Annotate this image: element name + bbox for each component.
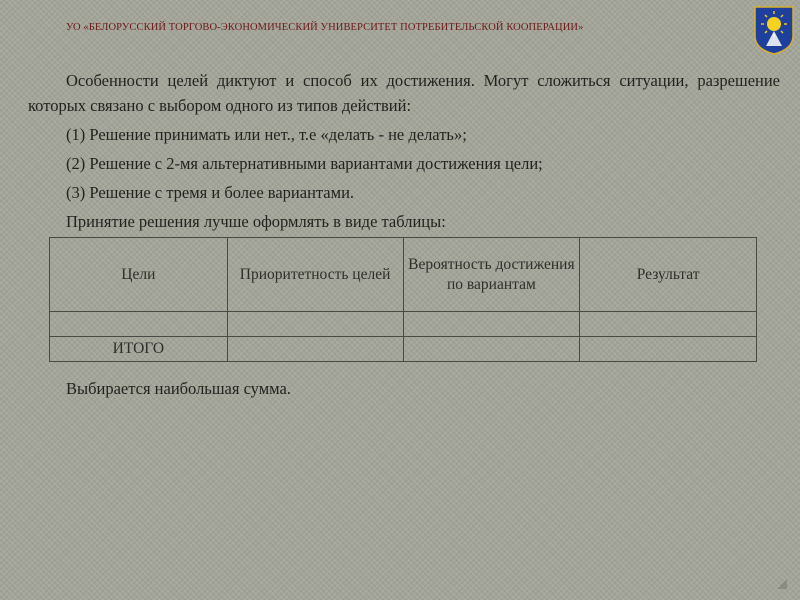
header-goals: Цели	[50, 238, 228, 312]
slide-corner-arrow-icon	[776, 578, 788, 590]
slide-content	[28, 68, 780, 238]
table-cell	[227, 337, 403, 362]
table-cell	[403, 312, 580, 337]
table-cell	[403, 337, 580, 362]
table-cell	[50, 312, 228, 337]
header-result: Результат	[580, 238, 757, 312]
option-item-3: (3) Решение с тремя и более вариантами.	[66, 183, 355, 202]
university-emblem-icon	[752, 4, 796, 56]
header-probability: Вероятность достижения по вариантам	[403, 238, 580, 312]
total-label-cell: ИТОГО	[50, 337, 228, 362]
option-item-2: (2) Решение с 2-мя альтернативными вариантами достижения цели;	[66, 154, 543, 173]
header-priority: Приоритетность целей	[227, 238, 403, 312]
option-item-1: (1) Решение принимать или нет., т.е «делать - не делать»;	[66, 125, 467, 144]
table-intro: Принятие решения лучше оформлять в виде таблицы:	[66, 212, 446, 231]
table-row-total	[50, 337, 757, 362]
header-title: УО «БЕЛОРУССКИЙ ТОРГОВО-ЭКОНОМИЧЕСКИЙ УНИВЕРСИТЕТ ПОТРЕБИТЕЛЬСКОЙ КООПЕРАЦИИ»	[66, 22, 584, 33]
table-cell	[580, 312, 757, 337]
intro-paragraph: Особенности целей диктуют и способ их достижения. Могут сложиться ситуации, разрешение которых связано с выбором одного из типов действий:	[28, 71, 780, 115]
table-cell	[580, 337, 757, 362]
conclusion-text: Выбирается наибольшая сумма.	[66, 379, 291, 398]
table-row	[50, 312, 757, 337]
table-header-row	[50, 238, 757, 312]
decision-table	[49, 237, 757, 362]
table-cell	[227, 312, 403, 337]
